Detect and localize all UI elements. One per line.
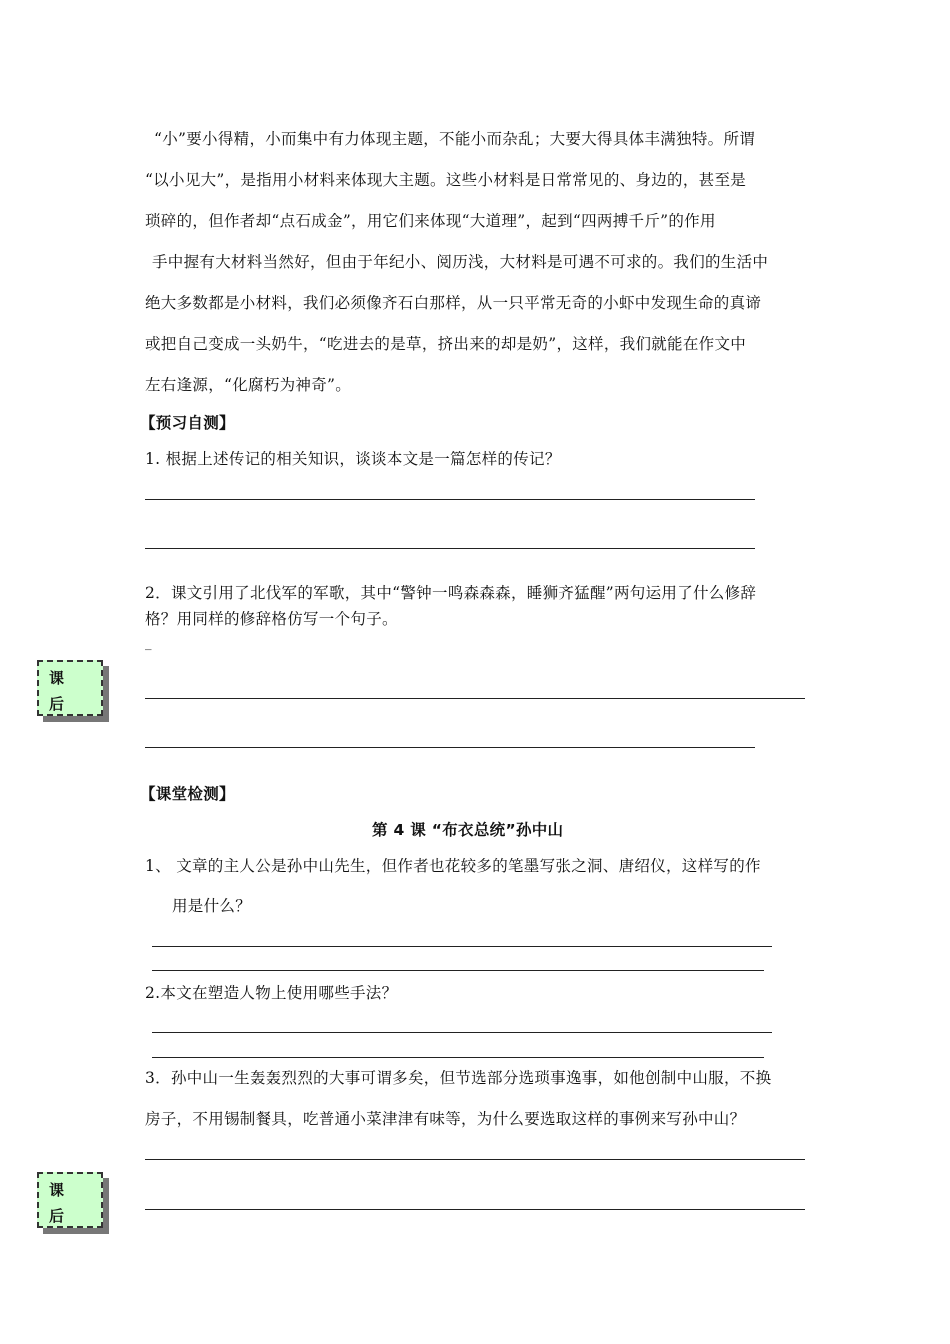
answer-line[interactable] <box>145 548 755 549</box>
classroom-question-1-line-1: 1、 文章的主人公是孙中山先生，但作者也花较多的笔墨写张之洞、唐绍仪，这样写的作 <box>145 857 761 875</box>
preview-question-1: 1. 根据上述传记的相关知识，谈谈本文是一篇怎样的传记？ <box>145 450 561 468</box>
preview-question-2-line-1: 2．课文引用了北伐军的军歌，其中“警钟一鸣森森森，睡狮齐猛醒”两句运用了什么修辞 <box>145 584 757 602</box>
answer-line[interactable] <box>152 946 772 947</box>
stray-underscore: _ <box>145 636 152 651</box>
classroom-question-3-line-1: 3．孙中山一生轰轰烈烈的大事可谓多矣，但节选部分选琐事逸事，如他创制中山服，不换 <box>145 1069 772 1087</box>
tag-char-2: 后 <box>49 695 65 713</box>
answer-line[interactable] <box>145 1209 805 1210</box>
answer-line[interactable] <box>145 747 755 748</box>
answer-line[interactable] <box>145 698 805 699</box>
classroom-question-1-line-2: 用是什么？ <box>172 897 252 915</box>
intro-line-5: 绝大多数都是小材料，我们必须像齐石白那样，从一只平常无奇的小虾中发现生命的真谛 <box>145 294 762 312</box>
answer-line[interactable] <box>145 499 755 500</box>
tag-char-2: 后 <box>49 1207 65 1225</box>
after-class-tag <box>37 660 103 716</box>
intro-line-2: “以小见大”，是指用小材料来体现大主题。这些小材料是日常常见的、身边的，甚至是 <box>145 171 747 189</box>
answer-line[interactable] <box>152 970 764 971</box>
answer-line[interactable] <box>145 1159 805 1160</box>
preview-question-2-line-2: 格？用同样的修辞格仿写一个句子。 <box>145 610 398 628</box>
classroom-heading: 【课堂检测】 <box>140 785 235 803</box>
intro-line-6: 或把自己变成一头奶牛，“吃进去的是草，挤出来的却是奶”，这样，我们就能在作文中 <box>145 335 747 353</box>
intro-line-1: “小”要小得精，小而集中有力体现主题，不能小而杂乱；大要大得具体丰满独特。所谓 <box>154 130 756 148</box>
tag-char-1: 课 <box>49 669 65 687</box>
intro-line-7: 左右逢源，“化腐朽为神奇”。 <box>145 376 352 394</box>
classroom-question-3-line-2: 房子，不用锡制餐具，吃普通小菜津津有味等，为什么要选取这样的事例来写孙中山？ <box>145 1110 746 1128</box>
tag-char-1: 课 <box>49 1181 65 1199</box>
answer-line[interactable] <box>152 1032 772 1033</box>
answer-line[interactable] <box>152 1057 764 1058</box>
classroom-question-2: 2.本文在塑造人物上使用哪些手法？ <box>145 984 398 1002</box>
after-class-tag <box>37 1172 103 1228</box>
intro-line-4: 手中握有大材料当然好，但由于年纪小、阅历浅，大材料是可遇不可求的。我们的生活中 <box>152 253 769 271</box>
lesson-title: 第 4 课 “布衣总统”孙中山 <box>372 821 564 839</box>
preview-heading: 【预习自测】 <box>140 414 235 432</box>
intro-line-3: 琐碎的，但作者却“点石成金”，用它们来体现“大道理”，起到“四两搏千斤”的作用 <box>145 212 716 230</box>
